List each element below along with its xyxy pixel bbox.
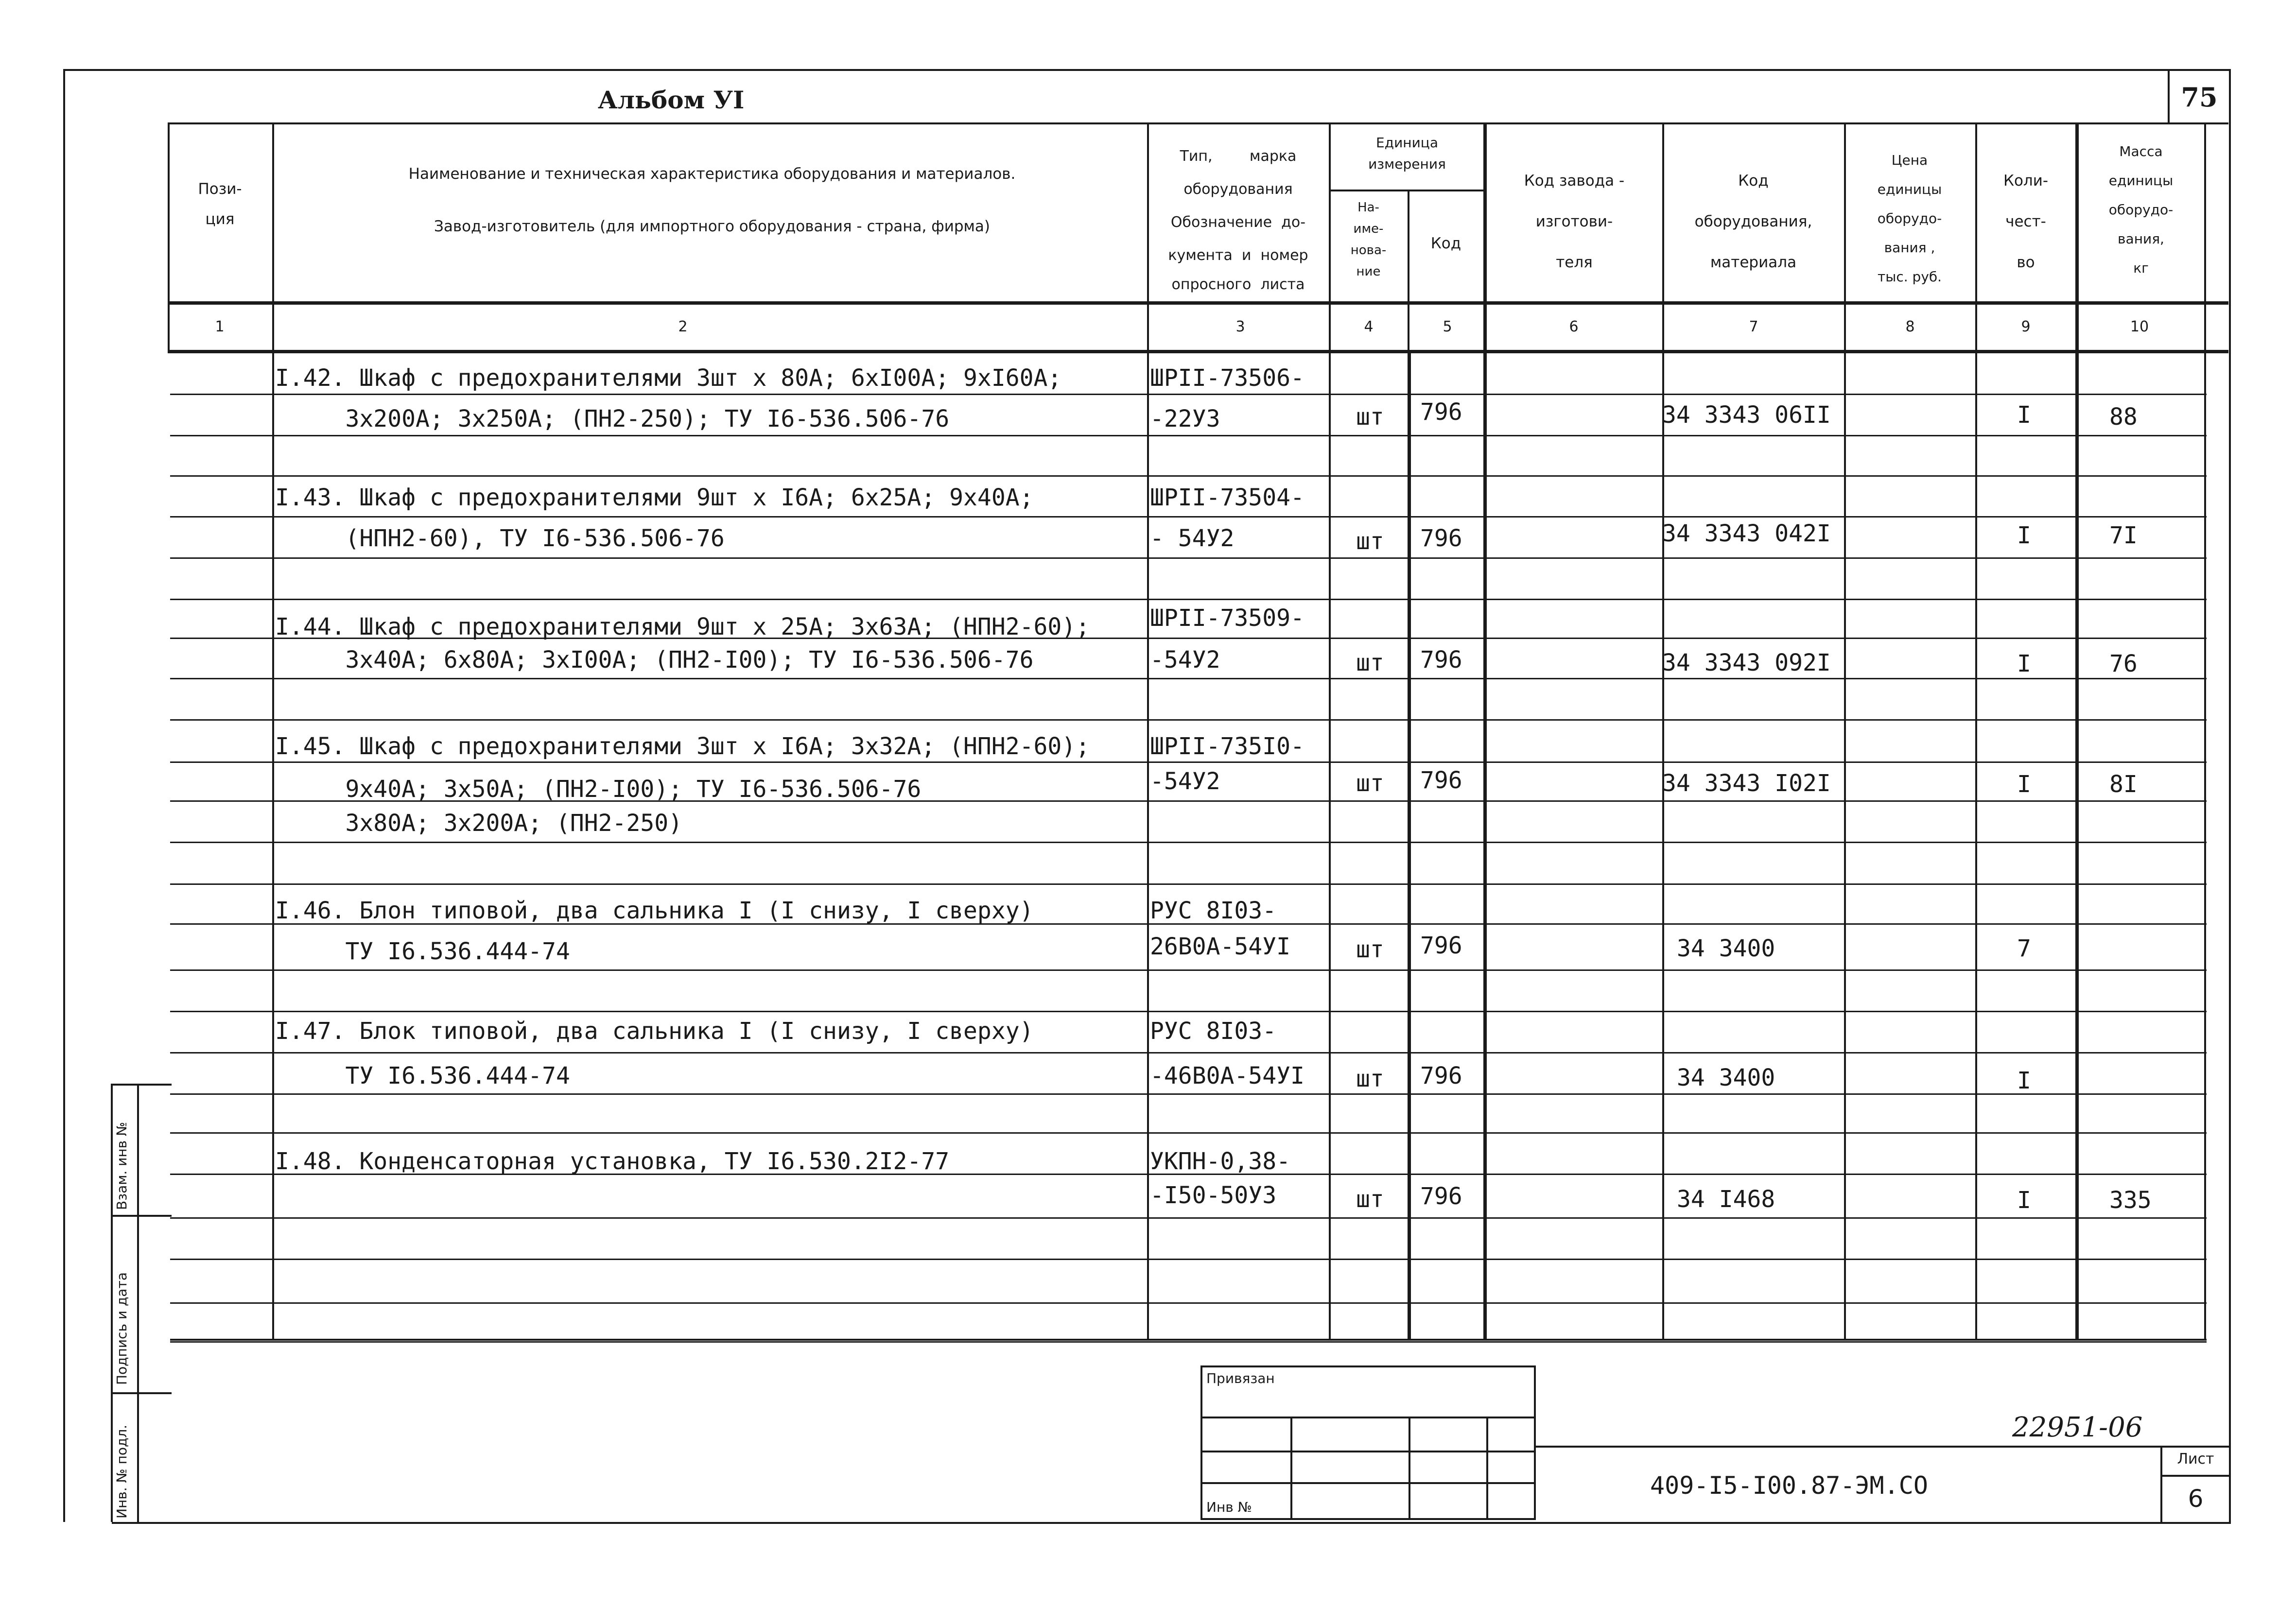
- row-line: [170, 1132, 2207, 1134]
- header-equipment-code: Код оборудования, материала: [1694, 172, 1812, 271]
- row-line: [170, 599, 2207, 600]
- header-unit-mass: Масса единицы оборудо- вания, кг: [2108, 143, 2174, 276]
- row-line: [170, 1217, 2207, 1219]
- item-unit: шт: [1356, 1065, 1384, 1092]
- item-equipment-code: 34 3400: [1677, 935, 1775, 962]
- row-line: [170, 394, 2207, 395]
- header-unit-price: Цена единицы оборудо- вания , тыс. руб.: [1877, 152, 1942, 285]
- table-top-line: [168, 122, 2228, 124]
- header-unit-group: Единица измерения: [1368, 135, 1446, 172]
- column-number: 9: [2021, 318, 2031, 335]
- side-sign-date: Подпись и дата: [114, 1272, 130, 1385]
- item-name-line: ТУ I6.536.444-74: [275, 938, 570, 965]
- item-quantity: I: [2017, 771, 2031, 798]
- header-quantity: Коли- чест- во: [2003, 172, 2049, 271]
- header-type-line1: Тип, марка: [1180, 148, 1297, 165]
- column-number: 3: [1235, 318, 1245, 335]
- unit-group-divider: [1329, 190, 1483, 191]
- item-name-line: ТУ I6.536.444-74: [275, 1062, 570, 1089]
- col-line-0: [168, 122, 170, 350]
- item-equipment-code: 34 I468: [1677, 1186, 1775, 1213]
- frame-bottom: [112, 1522, 2231, 1524]
- sheet-box-sep: [2160, 1475, 2231, 1477]
- column-number: 10: [2130, 318, 2149, 335]
- item-equipment-code: 34 3343 042I: [1662, 520, 1831, 547]
- row-line: [170, 1011, 2207, 1012]
- privyazan-box: [1200, 1365, 1536, 1520]
- item-unit-code: 796: [1420, 1183, 1462, 1210]
- catalog-number: 22951-06: [2012, 1412, 2143, 1443]
- col-line-7: [1844, 122, 1846, 1340]
- side-replace-inv: Взам. инв №: [114, 1122, 130, 1210]
- item-type: 26В0А-54УI: [1150, 933, 1290, 960]
- item-equipment-code: 34 3343 092I: [1662, 649, 1831, 676]
- item-equipment-code: 34 3400: [1677, 1064, 1775, 1091]
- item-unit: шт: [1356, 936, 1384, 963]
- item-mass: 7I: [2109, 522, 2138, 549]
- side-inv-original: Инв. № подл.: [114, 1424, 130, 1519]
- col-line-9: [2075, 122, 2079, 1340]
- row-line: [170, 557, 2207, 559]
- column-number: 7: [1749, 318, 1758, 335]
- item-unit-code: 796: [1420, 767, 1462, 794]
- item-type: -46В0А-54УI: [1150, 1062, 1305, 1089]
- column-number: 5: [1443, 318, 1452, 335]
- side-stamp-sep: [111, 1215, 172, 1217]
- item-unit: шт: [1356, 649, 1384, 676]
- item-type: РУС 8I03-: [1150, 897, 1277, 924]
- item-name-line: 9х40А; 3х50А; (ПН2-I00); ТУ I6-536.506-76: [275, 776, 922, 803]
- header-name-line1: Наименование и техническая характеристика оборудования и материалов.: [408, 165, 1016, 183]
- privyazan-row: [1200, 1451, 1536, 1452]
- privyazan-col: [1409, 1417, 1410, 1520]
- side-stamp-mid: [137, 1084, 139, 1522]
- col-line-3: [1329, 122, 1331, 1340]
- item-name-line: 3х200А; 3х250А; (ПН2-250); ТУ I6-536.506-76: [275, 405, 950, 432]
- column-numbers-bottom-line: [168, 350, 2228, 353]
- header-unit-code: Код: [1430, 235, 1461, 252]
- item-unit: шт: [1356, 528, 1384, 555]
- side-stamp-sep: [111, 1392, 172, 1394]
- column-number: 8: [1905, 318, 1915, 335]
- inv-no-label: Инв №: [1206, 1499, 1252, 1515]
- header-name-line2: Завод-изготовитель (для импортного оборудования - страна, фирма): [434, 218, 991, 235]
- header-factory-code: Код завода - изготови- теля: [1524, 172, 1625, 271]
- col-line-1: [272, 122, 274, 1340]
- table-bottom-line: [170, 1339, 2207, 1341]
- header-position: Пози- ция: [198, 180, 242, 228]
- item-quantity: I: [2017, 650, 2031, 677]
- item-unit: шт: [1356, 403, 1384, 431]
- row-line: [170, 761, 2207, 763]
- item-name-line: I.42. Шкаф с предохранителями 3шт x 80А; 6хI00А; 9хI60А;: [275, 364, 1062, 392]
- row-line: [170, 1302, 2207, 1304]
- item-type: РУС 8I03-: [1150, 1018, 1277, 1045]
- item-unit-code: 796: [1420, 525, 1462, 552]
- sheet-number: 6: [2188, 1485, 2204, 1513]
- page-number: 75: [2181, 82, 2218, 113]
- item-name-line: I.47. Блок типовой, два сальника I (I снизу, I сверху): [275, 1018, 1034, 1045]
- sheet-box-left: [2160, 1446, 2162, 1522]
- row-line: [170, 475, 2207, 477]
- privyazan-row: [1200, 1417, 1536, 1418]
- item-type: - 54У2: [1150, 525, 1235, 552]
- item-unit-code: 796: [1420, 932, 1462, 959]
- row-line: [170, 1259, 2207, 1260]
- item-mass: 76: [2109, 650, 2138, 677]
- item-name-line: 3х80А; 3х200А; (ПН2-250): [275, 810, 683, 837]
- item-type: УКПН-0,38-: [1150, 1148, 1290, 1175]
- item-unit: шт: [1356, 770, 1384, 797]
- header-type-line2: оборудования: [1183, 181, 1293, 198]
- header-type-line4: кумента и номер: [1168, 247, 1308, 264]
- item-type: ШРII-73504-: [1150, 484, 1305, 511]
- frame-left: [63, 69, 65, 1522]
- frame-right: [2229, 69, 2231, 1522]
- row-line: [170, 678, 2207, 679]
- item-mass: 88: [2109, 403, 2138, 431]
- column-number: 6: [1569, 318, 1579, 335]
- album-title: Альбом УI: [598, 86, 745, 114]
- row-line: [170, 1052, 2207, 1054]
- item-quantity: I: [2017, 1067, 2031, 1094]
- item-name-line: (НПН2-60), ТУ I6-536.506-76: [275, 525, 725, 552]
- privyazan-col: [1486, 1417, 1488, 1520]
- item-quantity: I: [2017, 401, 2031, 429]
- col-line-8: [1975, 122, 1977, 1340]
- item-equipment-code: 34 3343 I02I: [1662, 770, 1831, 797]
- col-line-6: [1662, 122, 1664, 1340]
- privyazan-row: [1200, 1482, 1536, 1484]
- col-line-body-left-unitcode: [1408, 350, 1411, 1340]
- item-type: -I50-50УЗ: [1150, 1182, 1277, 1209]
- privyazan-label: Привязан: [1206, 1370, 1275, 1386]
- side-stamp-left: [111, 1084, 113, 1522]
- item-equipment-code: 34 3343 06II: [1662, 401, 1831, 429]
- header-bottom-line: [168, 301, 2228, 305]
- item-quantity: 7: [2017, 935, 2031, 962]
- header-unit-name: На- име- нова- ние: [1350, 200, 1387, 279]
- document-code: 409-I5-I00.87-ЭМ.СО: [1650, 1471, 1928, 1500]
- header-type-line5: опросного листа: [1171, 276, 1305, 293]
- item-name-line: I.44. Шкаф с предохранителями 9шт x 25А; 3х63А; (НПН2-60);: [275, 613, 1090, 640]
- column-number: 4: [1364, 318, 1374, 335]
- row-line: [170, 435, 2207, 436]
- row-line: [170, 1341, 2207, 1343]
- col-line-5: [1483, 122, 1487, 1340]
- frame-top: [63, 69, 2231, 71]
- item-type: ШРII-735I0-: [1150, 733, 1305, 760]
- item-name-line: I.43. Шкаф с предохранителями 9шт x I6А; 6х25А; 9х40А;: [275, 484, 1034, 511]
- item-mass: 335: [2109, 1187, 2152, 1214]
- row-line: [170, 516, 2207, 518]
- side-stamp-top: [111, 1084, 172, 1086]
- item-unit-code: 796: [1420, 1062, 1462, 1089]
- item-name-line: I.45. Шкаф с предохранителями 3шт x I6А; 3х32А; (НПН2-60);: [275, 733, 1090, 760]
- privyazan-col: [1290, 1417, 1292, 1520]
- item-name-line: 3х40А; 6х80А; 3хI00А; (ПН2-I00); ТУ I6-536.506-76: [275, 646, 1034, 674]
- item-type: ШРII-73506-: [1150, 364, 1305, 392]
- column-number: 1: [215, 318, 225, 335]
- header-type-line3: Обозначение до-: [1170, 214, 1306, 231]
- item-name-line: I.46. Блон типовой, два сальника I (I снизу, I сверху): [275, 897, 1034, 924]
- col-line-10: [2204, 122, 2206, 1340]
- item-name-line: I.48. Конденсаторная установка, ТУ I6.530.2I2-77: [275, 1148, 950, 1175]
- item-type: ШРII-73509-: [1150, 605, 1305, 632]
- sheet-label: Лист: [2177, 1451, 2214, 1468]
- item-quantity: I: [2017, 522, 2031, 549]
- page-number-box-left: [2168, 69, 2170, 122]
- item-unit-code: 796: [1420, 646, 1462, 674]
- item-unit-code: 796: [1420, 398, 1462, 426]
- item-type: -54У2: [1150, 768, 1220, 795]
- col-line-2: [1147, 122, 1149, 1340]
- row-line: [170, 1093, 2207, 1095]
- row-line: [170, 842, 2207, 843]
- row-line: [170, 883, 2207, 885]
- column-number: 2: [678, 318, 688, 335]
- item-unit: шт: [1356, 1186, 1384, 1213]
- item-quantity: I: [2017, 1187, 2031, 1214]
- row-line: [170, 969, 2207, 971]
- item-mass: 8I: [2109, 771, 2138, 798]
- item-type: -54У2: [1150, 646, 1220, 674]
- item-type: -22УЗ: [1150, 405, 1220, 432]
- row-line: [170, 719, 2207, 721]
- title-block-top: [1536, 1446, 2231, 1448]
